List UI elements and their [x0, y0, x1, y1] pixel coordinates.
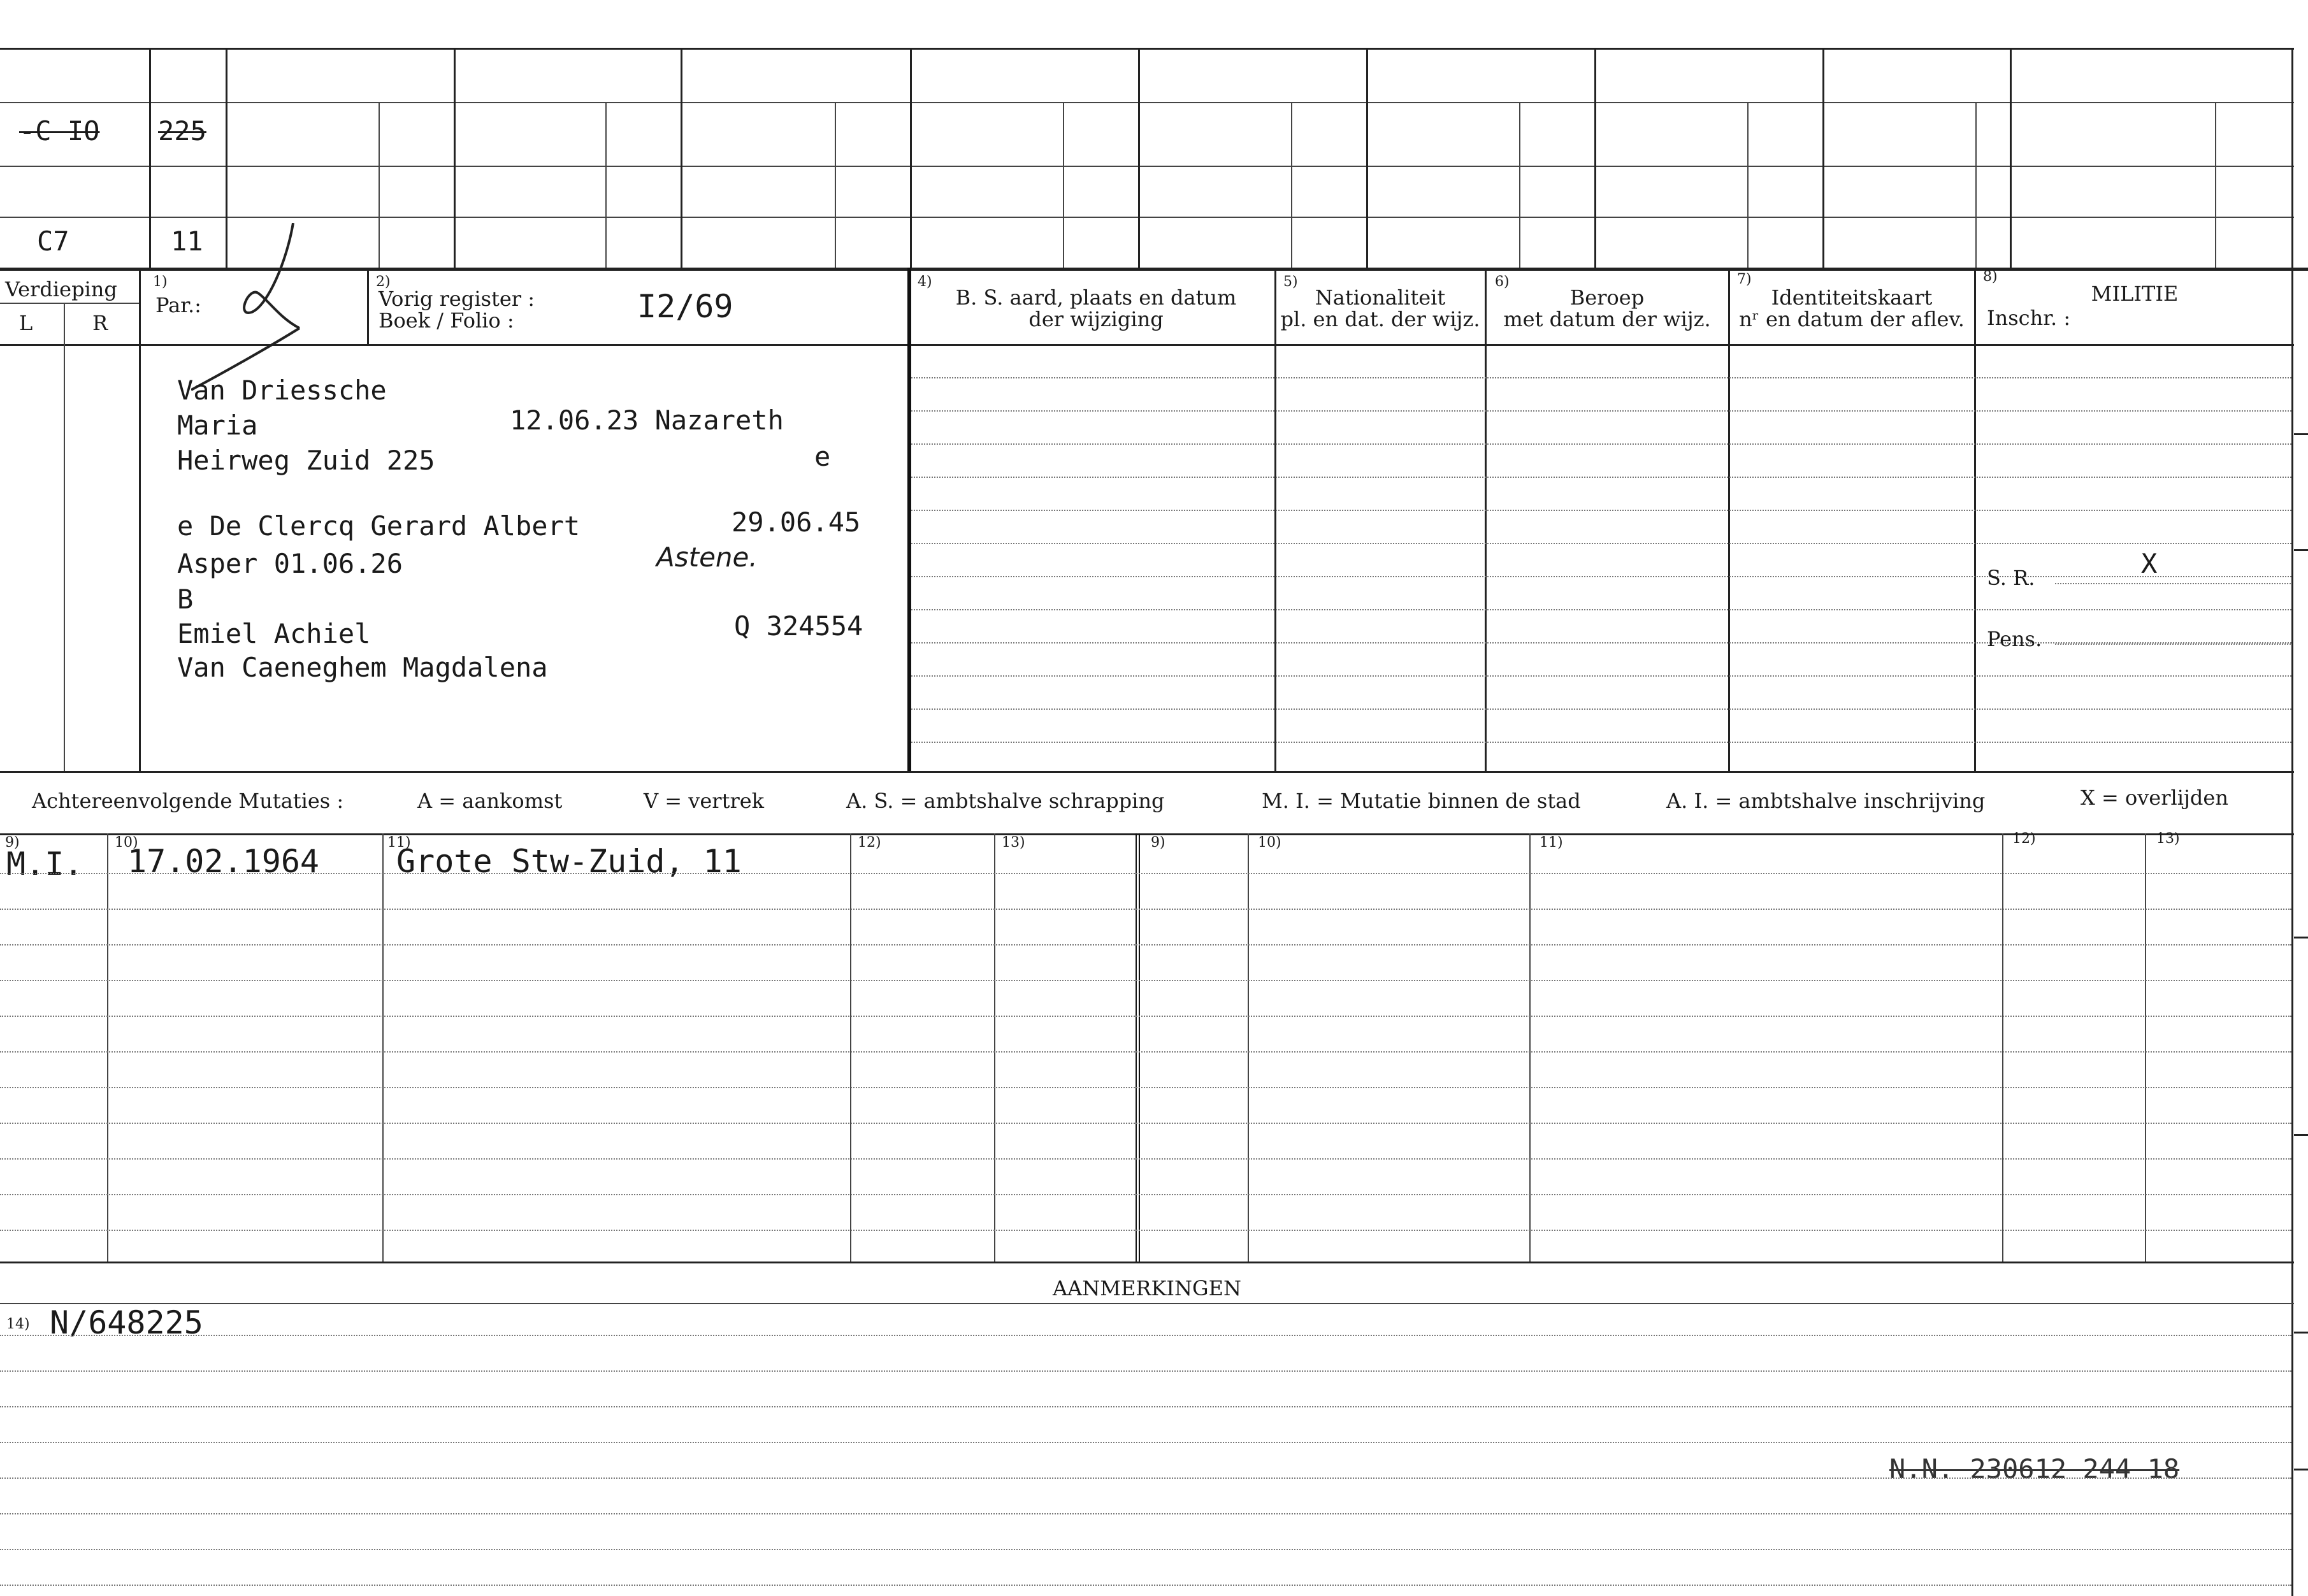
grid-line [1519, 102, 1520, 268]
grid-line [850, 833, 851, 1262]
ruled-line [0, 1123, 2291, 1124]
b-mark: B [177, 584, 194, 615]
register-value: I2/69 [637, 288, 733, 325]
bs-header-1: B. S. aard, plaats en datum [955, 285, 1237, 310]
verdieping-label: Verdieping [5, 277, 117, 301]
grid-line [2215, 102, 2216, 268]
ruled-line [0, 1442, 2291, 1443]
grid-line [681, 48, 682, 268]
ruled-line [911, 477, 2291, 478]
grid-line [0, 217, 2294, 218]
ruled-line [0, 944, 2291, 945]
grid-line [1063, 102, 1064, 268]
ruled-line [0, 1549, 2291, 1550]
grid-line [835, 102, 836, 268]
grid-line [1274, 268, 1276, 771]
ruled-line [0, 1335, 2291, 1336]
field-number: 9) [1151, 835, 1165, 851]
surname: Van Driessche [177, 375, 387, 406]
beroep-header-2: met datum der wijz. [1503, 307, 1711, 331]
number: 11 [171, 226, 203, 257]
mutation-address: Grote Stw-Zuid, 11 [396, 843, 742, 880]
ruled-line [0, 873, 2291, 874]
address: Heirweg Zuid 225 [177, 445, 435, 476]
par-label: Par.: [155, 293, 201, 317]
identiteit-header-1: Identiteitskaart [1771, 285, 1933, 310]
legend-title: Achtereenvolgende Mutaties : [32, 789, 344, 813]
grid-line [1975, 102, 1977, 268]
inschr-label: Inschr. : [1987, 306, 2071, 330]
field-number: 10) [1258, 835, 1281, 851]
grid-line [1529, 833, 1531, 1262]
ruled-line [0, 1051, 2291, 1053]
ruled-line [911, 742, 2291, 743]
field-number: 9) [5, 835, 20, 851]
grid-line [149, 48, 151, 268]
grid-line [910, 48, 912, 268]
ruled-line [911, 576, 2291, 577]
ruled-line [0, 1158, 2291, 1160]
spouse-place: Astene. [656, 542, 758, 573]
ruled-line [0, 1087, 2291, 1088]
edge-tick [2294, 549, 2308, 551]
grid-line [0, 1303, 2294, 1304]
field-number: 7) [1737, 271, 1752, 287]
grid-line [107, 833, 108, 1262]
identiteit-header-2: nʳ en datum der aflev. [1739, 307, 1965, 331]
boek-folio-label: Boek / Folio : [379, 308, 514, 333]
grid-line [0, 303, 139, 304]
grid-line [907, 268, 911, 771]
grid-line [2055, 643, 2291, 645]
sr-value: X [2141, 548, 2158, 579]
legend-ai: A. I. = ambtshalve inschrijving [1666, 789, 1986, 813]
edge-tick [2294, 433, 2308, 435]
grid-line [1822, 48, 1824, 268]
ruled-line [0, 1370, 2291, 1372]
legend-as: A. S. = ambtshalve schrapping [846, 789, 1165, 813]
verdieping-r: R [92, 311, 108, 335]
grid-line [1974, 268, 1976, 771]
spouse-birth: Asper 01.06.26 [177, 548, 403, 579]
grid-line [382, 833, 384, 1262]
bs-header-2: der wijziging [1028, 307, 1164, 331]
field-number: 10) [115, 835, 138, 851]
remarks-value: N/648225 [50, 1304, 203, 1341]
ruled-line [911, 708, 2291, 710]
ruled-line [911, 675, 2291, 677]
ruled-line [911, 443, 2291, 445]
edge-tick [2294, 1134, 2308, 1136]
field-number: 4) [918, 274, 932, 290]
grid-line [1136, 833, 1140, 1262]
ruled-line [911, 510, 2291, 511]
grid-line [2002, 833, 2003, 1262]
grid-line [2055, 583, 2291, 584]
grid-line [1138, 48, 1140, 268]
nn-number: N.N. 230612 244 18 [1889, 1453, 2180, 1485]
field-number: 12) [2012, 831, 2036, 847]
field-number: 13) [2156, 831, 2180, 847]
mutation-date: 17.02.1964 [127, 843, 320, 880]
ruled-line [911, 609, 2291, 610]
ruled-line [0, 1585, 2291, 1586]
grid-line [2291, 48, 2293, 1596]
grid-line [1594, 48, 1596, 268]
ruled-line [911, 377, 2291, 378]
grid-line [139, 268, 141, 771]
grid-line [0, 166, 2294, 167]
grid-line [605, 102, 607, 268]
verdieping-l: L [19, 311, 33, 335]
ruled-line [911, 543, 2291, 544]
mother: Van Caeneghem Magdalena [177, 652, 548, 683]
field-number: 6) [1495, 274, 1510, 290]
grid-line [0, 102, 2294, 103]
legend-x: X = overlijden [2081, 786, 2228, 810]
grid-line [2010, 48, 2012, 268]
section: C7 [37, 226, 69, 257]
mutation-type: M.I. [6, 845, 83, 882]
grid-line [1485, 268, 1487, 771]
beroep-header-1: Beroep [1569, 285, 1645, 310]
firstname: Maria [177, 410, 258, 441]
vorig-register-label: Vorig register : [379, 287, 535, 311]
remarks-title: AANMERKINGEN [1053, 1276, 1241, 1300]
ruled-line [0, 1406, 2291, 1407]
field-number: 1) [153, 274, 168, 290]
ruled-line [0, 1016, 2291, 1017]
grid-line [0, 48, 2294, 50]
ruled-line [0, 1513, 2291, 1514]
pens-label: Pens. [1987, 627, 2042, 651]
field-number: 13) [1002, 835, 1025, 851]
grid-line [994, 833, 995, 1262]
spouse-name: e De Clercq Gerard Albert [177, 510, 581, 542]
legend-a: A = aankomst [417, 789, 563, 813]
field-number: 8) [1983, 269, 1998, 285]
birth-info: 12.06.23 Nazareth [510, 405, 784, 436]
old-section: -C IO [19, 115, 100, 147]
ruled-line [0, 909, 2291, 910]
e-mark: e [814, 441, 831, 472]
field-number: 11) [1540, 835, 1563, 851]
ruled-line [0, 980, 2291, 981]
edge-tick [2294, 1469, 2308, 1470]
legend-v: V = vertrek [644, 789, 765, 813]
q-number: Q 324554 [734, 610, 863, 642]
grid-line [1728, 268, 1730, 771]
militie-header: MILITIE [2091, 282, 2179, 306]
ruled-line [911, 410, 2291, 412]
marriage-date: 29.06.45 [732, 507, 861, 538]
father: Emiel Achiel [177, 618, 371, 649]
grid-line [1291, 102, 1292, 268]
edge-tick [2294, 1332, 2308, 1334]
edge-tick [2294, 937, 2308, 938]
field-number: 5) [1283, 274, 1298, 290]
ruled-line [0, 1194, 2291, 1195]
grid-line [1248, 833, 1249, 1262]
nationaliteit-header-1: Nationaliteit [1315, 285, 1446, 310]
grid-line [0, 1262, 2294, 1263]
grid-line [0, 771, 2294, 773]
grid-line [64, 303, 65, 771]
grid-line [1366, 48, 1368, 268]
field-number: 11) [387, 835, 411, 851]
grid-line [454, 48, 456, 268]
grid-line [0, 833, 2294, 835]
old-number: 225 [158, 115, 206, 147]
ruled-line [0, 1230, 2291, 1231]
field-number: 2) [376, 274, 391, 290]
field-number: 12) [858, 835, 881, 851]
ruled-line [0, 1477, 2291, 1479]
grid-line [1747, 102, 1749, 268]
legend-mi: M. I. = Mutatie binnen de stad [1262, 789, 1581, 813]
nationaliteit-header-2: pl. en dat. der wijz. [1280, 307, 1480, 331]
sr-label: S. R. [1987, 566, 2035, 590]
field-number: 14) [6, 1316, 30, 1332]
grid-line [2145, 833, 2146, 1262]
